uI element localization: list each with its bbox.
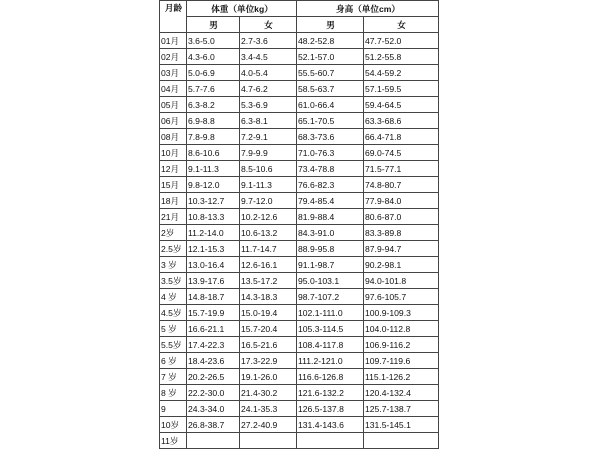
- height-female-cell: 115.1-126.2: [364, 369, 439, 385]
- age-cell: 4.5岁: [160, 305, 187, 321]
- table-row: [160, 65, 439, 81]
- height-female-cell: 97.6-105.7: [364, 289, 439, 305]
- age-cell: 01月: [160, 33, 187, 49]
- weight-female-cell: 24.1-35.3: [240, 401, 297, 417]
- weight-female-cell: 7.2-9.1: [240, 129, 297, 145]
- weight-female-cell: 4.0-5.4: [240, 65, 297, 81]
- weight-female-cell: 4.7-6.2: [240, 81, 297, 97]
- age-cell: 18月: [160, 193, 187, 209]
- height-female-cell: 69.0-74.5: [364, 145, 439, 161]
- weight-male-cell: 24.3-34.0: [187, 401, 240, 417]
- height-female-cell: 77.9-84.0: [364, 193, 439, 209]
- weight-male-cell: 11.2-14.0: [187, 225, 240, 241]
- weight-female-cell: 11.7-14.7: [240, 241, 297, 257]
- weight-female-cell: 9.7-12.0: [240, 193, 297, 209]
- height-female-cell: 80.6-87.0: [364, 209, 439, 225]
- height-male-cell: 91.1-98.7: [297, 257, 364, 273]
- weight-male-cell: 12.1-15.3: [187, 241, 240, 257]
- weight-male-cell: 9.8-12.0: [187, 177, 240, 193]
- age-cell: 4 岁: [160, 289, 187, 305]
- height-female-cell: 74.8-80.7: [364, 177, 439, 193]
- height-female-cell: 125.7-138.7: [364, 401, 439, 417]
- height-male-cell: 105.3-114.5: [297, 321, 364, 337]
- age-cell: 9: [160, 401, 187, 417]
- height-female-cell: 83.3-89.8: [364, 225, 439, 241]
- age-cell: 10岁: [160, 417, 187, 433]
- weight-male-header: 男: [187, 17, 240, 33]
- weight-female-cell: 21.4-30.2: [240, 385, 297, 401]
- weight-column-header: 体重（单位kg）: [187, 1, 297, 17]
- height-female-header: 女: [364, 17, 439, 33]
- table-row: [160, 337, 439, 353]
- table-row: [160, 289, 439, 305]
- height-female-cell: 59.4-64.5: [364, 97, 439, 113]
- weight-female-cell: 15.7-20.4: [240, 321, 297, 337]
- height-male-cell: [297, 433, 364, 449]
- weight-male-cell: 4.3-6.0: [187, 49, 240, 65]
- height-male-cell: 48.2-52.8: [297, 33, 364, 49]
- header-row-sex: [160, 17, 439, 33]
- height-male-cell: 73.4-78.8: [297, 161, 364, 177]
- weight-female-cell: 10.2-12.6: [240, 209, 297, 225]
- weight-female-cell: 12.6-16.1: [240, 257, 297, 273]
- weight-male-cell: 26.8-38.7: [187, 417, 240, 433]
- weight-female-cell: 3.4-4.5: [240, 49, 297, 65]
- age-cell: 05月: [160, 97, 187, 113]
- height-male-cell: 95.0-103.1: [297, 273, 364, 289]
- table-row: [160, 433, 439, 449]
- weight-female-cell: 2.7-3.6: [240, 33, 297, 49]
- weight-male-cell: 7.8-9.8: [187, 129, 240, 145]
- height-female-cell: 131.5-145.1: [364, 417, 439, 433]
- height-female-cell: 109.7-119.6: [364, 353, 439, 369]
- age-cell: 5 岁: [160, 321, 187, 337]
- height-male-cell: 52.1-57.0: [297, 49, 364, 65]
- height-female-cell: 57.1-59.5: [364, 81, 439, 97]
- height-female-cell: 63.3-68.6: [364, 113, 439, 129]
- height-column-header: 身高（单位cm）: [297, 1, 439, 17]
- weight-male-cell: 15.7-19.9: [187, 305, 240, 321]
- age-cell: 08月: [160, 129, 187, 145]
- weight-male-cell: [187, 433, 240, 449]
- height-male-cell: 102.1-111.0: [297, 305, 364, 321]
- age-cell: 12月: [160, 161, 187, 177]
- height-male-cell: 108.4-117.8: [297, 337, 364, 353]
- table-row: [160, 177, 439, 193]
- height-female-cell: 66.4-71.8: [364, 129, 439, 145]
- growth-standard-sheet: [159, 0, 438, 446]
- height-female-cell: 106.9-116.2: [364, 337, 439, 353]
- age-cell: 15月: [160, 177, 187, 193]
- weight-male-cell: 5.7-7.6: [187, 81, 240, 97]
- age-cell: 11岁: [160, 433, 187, 449]
- height-female-cell: 51.2-55.8: [364, 49, 439, 65]
- height-male-cell: 84.3-91.0: [297, 225, 364, 241]
- height-male-cell: 58.5-63.7: [297, 81, 364, 97]
- height-female-cell: 120.4-132.4: [364, 385, 439, 401]
- height-male-cell: 55.5-60.7: [297, 65, 364, 81]
- table-row: [160, 193, 439, 209]
- table-row: [160, 113, 439, 129]
- height-male-cell: 111.2-121.0: [297, 353, 364, 369]
- table-row: [160, 401, 439, 417]
- height-male-cell: 121.6-132.2: [297, 385, 364, 401]
- height-female-cell: 94.0-101.8: [364, 273, 439, 289]
- table-row: [160, 321, 439, 337]
- age-cell: 03月: [160, 65, 187, 81]
- weight-female-cell: 6.3-8.1: [240, 113, 297, 129]
- height-male-cell: 126.5-137.8: [297, 401, 364, 417]
- height-female-cell: 71.5-77.1: [364, 161, 439, 177]
- height-male-cell: 61.0-66.4: [297, 97, 364, 113]
- age-cell: 3.5岁: [160, 273, 187, 289]
- table-row: [160, 241, 439, 257]
- weight-female-cell: 14.3-18.3: [240, 289, 297, 305]
- weight-female-cell: 15.0-19.4: [240, 305, 297, 321]
- height-male-cell: 88.9-95.8: [297, 241, 364, 257]
- height-male-cell: 76.6-82.3: [297, 177, 364, 193]
- table-row: [160, 417, 439, 433]
- height-male-cell: 71.0-76.3: [297, 145, 364, 161]
- weight-male-cell: 13.9-17.6: [187, 273, 240, 289]
- weight-female-cell: 9.1-11.3: [240, 177, 297, 193]
- age-cell: 7 岁: [160, 369, 187, 385]
- age-column-header: 月龄: [160, 1, 187, 33]
- weight-female-cell: 16.5-21.6: [240, 337, 297, 353]
- weight-female-cell: 19.1-26.0: [240, 369, 297, 385]
- age-cell: 8 岁: [160, 385, 187, 401]
- weight-female-cell: 8.5-10.6: [240, 161, 297, 177]
- height-male-cell: 65.1-70.5: [297, 113, 364, 129]
- table-row: [160, 305, 439, 321]
- height-male-cell: 131.4-143.6: [297, 417, 364, 433]
- weight-male-cell: 10.8-13.3: [187, 209, 240, 225]
- weight-male-cell: 18.4-23.6: [187, 353, 240, 369]
- table-row: [160, 257, 439, 273]
- height-female-cell: 47.7-52.0: [364, 33, 439, 49]
- weight-female-header: 女: [240, 17, 297, 33]
- weight-male-cell: 14.8-18.7: [187, 289, 240, 305]
- table-row: [160, 49, 439, 65]
- weight-female-cell: 5.3-6.9: [240, 97, 297, 113]
- weight-female-cell: [240, 433, 297, 449]
- weight-male-cell: 20.2-26.5: [187, 369, 240, 385]
- height-male-cell: 79.4-85.4: [297, 193, 364, 209]
- header-row-main: [160, 1, 439, 17]
- age-cell: 2.5岁: [160, 241, 187, 257]
- table-row: [160, 129, 439, 145]
- height-male-cell: 98.7-107.2: [297, 289, 364, 305]
- table-row: [160, 225, 439, 241]
- height-male-cell: 116.6-126.8: [297, 369, 364, 385]
- table-row: [160, 145, 439, 161]
- height-female-cell: 87.9-94.7: [364, 241, 439, 257]
- age-cell: 2岁: [160, 225, 187, 241]
- table-row: [160, 33, 439, 49]
- weight-male-cell: 17.4-22.3: [187, 337, 240, 353]
- table-row: [160, 161, 439, 177]
- age-cell: 04月: [160, 81, 187, 97]
- height-female-cell: 90.2-98.1: [364, 257, 439, 273]
- weight-male-cell: 9.1-11.3: [187, 161, 240, 177]
- table-row: [160, 81, 439, 97]
- weight-male-cell: 16.6-21.1: [187, 321, 240, 337]
- table-row: [160, 209, 439, 225]
- age-cell: 21月: [160, 209, 187, 225]
- weight-female-cell: 10.6-13.2: [240, 225, 297, 241]
- table-row: [160, 385, 439, 401]
- weight-male-cell: 10.3-12.7: [187, 193, 240, 209]
- weight-female-cell: 17.3-22.9: [240, 353, 297, 369]
- growth-standard-table: [159, 0, 439, 449]
- weight-female-cell: 27.2-40.9: [240, 417, 297, 433]
- age-cell: 5.5岁: [160, 337, 187, 353]
- weight-male-cell: 22.2-30.0: [187, 385, 240, 401]
- table-row: [160, 369, 439, 385]
- height-female-cell: 100.9-109.3: [364, 305, 439, 321]
- age-cell: 06月: [160, 113, 187, 129]
- height-female-cell: 104.0-112.8: [364, 321, 439, 337]
- table-row: [160, 97, 439, 113]
- weight-male-cell: 13.0-16.4: [187, 257, 240, 273]
- weight-male-cell: 6.9-8.8: [187, 113, 240, 129]
- height-male-cell: 81.9-88.4: [297, 209, 364, 225]
- height-male-header: 男: [297, 17, 364, 33]
- height-male-cell: 68.3-73.6: [297, 129, 364, 145]
- weight-male-cell: 5.0-6.9: [187, 65, 240, 81]
- height-female-cell: [364, 433, 439, 449]
- table-row: [160, 353, 439, 369]
- height-female-cell: 54.4-59.2: [364, 65, 439, 81]
- table-row: [160, 273, 439, 289]
- weight-male-cell: 6.3-8.2: [187, 97, 240, 113]
- age-cell: 10月: [160, 145, 187, 161]
- weight-female-cell: 13.5-17.2: [240, 273, 297, 289]
- weight-male-cell: 8.6-10.6: [187, 145, 240, 161]
- weight-female-cell: 7.9-9.9: [240, 145, 297, 161]
- age-cell: 6 岁: [160, 353, 187, 369]
- table-body: [160, 33, 439, 449]
- age-cell: 02月: [160, 49, 187, 65]
- weight-male-cell: 3.6-5.0: [187, 33, 240, 49]
- age-cell: 3 岁: [160, 257, 187, 273]
